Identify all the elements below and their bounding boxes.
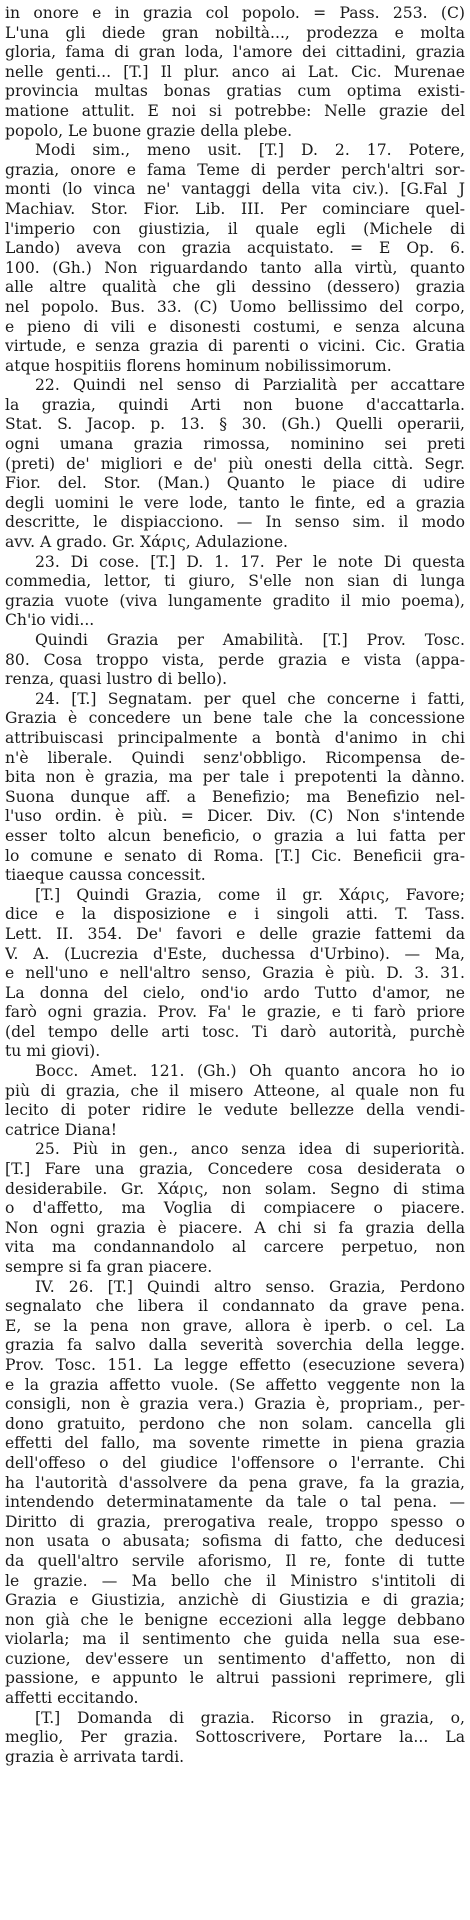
text-line: 24. [T.] Segnatam. per quel che concerne i fatti,: [35, 689, 465, 708]
text-line: Lando) aveva con grazia acquistato. = E Op. 6.: [5, 239, 465, 258]
text-line: non usata o abusata; sofisma di fatto, che deducesi: [5, 1532, 465, 1551]
text-line: ha l'autorità d'assolvere da pena grave, fa la grazia,: [5, 1473, 465, 1492]
text-line: renza, quasi lustro di bello).: [5, 670, 228, 689]
text-line: Non ogni grazia è piacere. A chi si fa grazia della: [5, 1218, 465, 1237]
text-line: Prov. Tosc. 151. La legge effetto (esecuzione severa): [5, 1355, 465, 1374]
text-line: in onore e in grazia col popolo. = Pass. 253. (C): [5, 4, 465, 22]
text-line: nelle genti... [T.] Il plur. anco ai Lat. Cic. Murenae: [5, 62, 465, 81]
text-line: La donna del cielo, ond'io ardo Tutto d'amor, ne: [5, 983, 465, 1002]
text-line: commedia, lettor, ti giuro, S'elle non sian di lunga: [5, 572, 465, 591]
text-line: avv. A grado. Gr. Χάρις, Adulazione.: [5, 533, 289, 552]
text-line: effetti del fallo, ma sovente rimette in piena grazia: [5, 1434, 465, 1453]
text-line: più di grazia, che il misero Atteone, al quale non fu: [5, 1081, 465, 1100]
text-line: n'è liberale. Quindi senz'obbligo. Ricompensa de-: [5, 748, 465, 767]
text-line: 22. Quindi nel senso di Parzialità per accattare: [35, 376, 465, 395]
text-line: sempre si fa gran piacere.: [5, 1258, 213, 1276]
text-line: tu mi giovi).: [5, 1042, 101, 1061]
text-line: consigli, non è grazia vera.) Grazia è, propriam., per-: [5, 1395, 465, 1414]
text-line: lecito di poter ridire le vedute bellezze della vendi-: [5, 1101, 465, 1120]
text-line: tiaeque caussa concessit.: [5, 866, 206, 885]
text-line: Machiav. Stor. Fior. Lib. III. Per cominciare quel-: [5, 199, 465, 218]
text-line: Quindi Grazia per Amabilità. [T.] Prov. Tosc.: [35, 631, 465, 649]
text-line: intendendo determinatamente da tale o tal pena. —: [5, 1493, 465, 1512]
text-line: Stat. S. Jacop. p. 13. § 30. (Gh.) Quelli operarii,: [5, 415, 465, 434]
text-line: grazia fa salvo dalla severità soverchia della legge.: [5, 1336, 465, 1355]
text-line: Bocc. Amet. 121. (Gh.) Oh quanto ancora ho io: [35, 1062, 465, 1081]
text-line: grazia vuote (viva lungamente gradito il mio poema),: [5, 591, 465, 610]
text-line: esser tolto alcun beneficio, o grazia a lui fatta per: [5, 826, 465, 845]
text-line: affetti eccitando.: [5, 1689, 139, 1708]
text-line: grazia è arrivata tardi.: [5, 1747, 185, 1766]
text-line: ogni umana grazia rimossa, nominino sei preti: [5, 435, 465, 454]
text-line: e pieno di vili e disonesti costumi, e senza alcuna: [5, 317, 465, 336]
text-line: passione, e appunto le altrui passioni reprimere, gli: [5, 1669, 465, 1688]
text-line: descritte, le dispiacciono. — In senso sim. il modo: [5, 513, 465, 532]
text-line: desiderabile. Gr. Χάρις, non solam. Segno di stima: [5, 1179, 465, 1198]
text-line: dono gratuito, perdono che non solam. cancella gli: [5, 1414, 465, 1433]
text-line: dice e la disposizione e i singoli atti. T. Tass.: [5, 905, 465, 924]
text-line: Ch'io vidi...: [5, 611, 95, 630]
text-line: segnalato che libera il condannato da grave pena.: [5, 1297, 465, 1316]
text-line: [T.] Fare una grazia, Concedere cosa desiderata o: [5, 1160, 465, 1179]
text-line: farò ogni grazia. Prov. Fa' le grazie, e ti farò priore: [5, 1003, 465, 1022]
text-line: 23. Di cose. [T.] D. 1. 17. Per le note Di questa: [35, 552, 465, 571]
text-line: gloria, fama di gran loda, l'amore dei cittadini, grazia: [5, 43, 465, 62]
text-line: provincia multas bonas gratias cum optima existi-: [5, 82, 465, 101]
text-line: meglio, Per grazia. Sottoscrivere, Portare la... La: [5, 1728, 465, 1747]
text-line: V. A. (Lucrezia d'Este, duchessa d'Urbino). — Ma,: [5, 944, 465, 963]
text-line: matione attulit. E noi si potrebbe: Nelle grazie del: [5, 101, 465, 120]
text-line: dell'offeso o del giudice l'offensore o l'errante. Chi: [5, 1453, 465, 1472]
text-line: Suona dunque aff. a Benefizio; ma Benefizio nel-: [5, 787, 465, 806]
text-line: degli uomini le vere lode, tanto le finte, ed a grazia: [5, 493, 465, 512]
text-line: (preti) de' migliori e de' più onesti della città. Segr.: [5, 454, 465, 473]
text-line: [T.] Domanda di grazia. Ricorso in grazia, o,: [35, 1708, 465, 1727]
text-line: non già che le benigne eccezioni alla legge debbano: [5, 1610, 465, 1629]
text-line: Fior. del. Stor. (Man.) Quanto le piace di udire: [5, 474, 465, 493]
text-line: L'una gli diede gran nobiltà..., prodezza e molta: [5, 23, 465, 42]
text-line: popolo, Le buone grazie della plebe.: [5, 121, 293, 140]
text-line: virtude, e senza grazia di parenti o vicini. Cic. Gratia: [5, 337, 465, 356]
text-line: IV. 26. [T.] Quindi altro senso. Grazia, Perdono: [35, 1277, 465, 1296]
text-line: lo comune e senato di Roma. [T.] Cic. Beneficii gra-: [5, 846, 465, 865]
text-line: alle altre qualità che gli dessino (dessero) grazia: [5, 278, 465, 297]
text-line: vita ma condannandolo al carcere perpetuo, non: [5, 1238, 465, 1257]
text-line: [T.] Quindi Grazia, come il gr. Χάρις, Favore;: [35, 885, 465, 904]
text-line: monti (lo vinca ne' vantaggi della vita civ.). [G.Fal J: [5, 180, 465, 199]
text-line: cuzione, dev'essere un sentimento d'affetto, non di: [5, 1649, 465, 1668]
text-line: attribuiscasi principalmente a bontà d'animo in chi: [5, 728, 465, 747]
text-line: la grazia, quindi Arti non buone d'accattarla.: [5, 395, 465, 414]
text-line: e nell'uno e nell'altro senso, Grazia è più. D. 3. 31.: [5, 964, 465, 983]
text-line: le grazie. — Ma bello che il Ministro s'intitoli di: [5, 1571, 465, 1590]
text-line: violarla; ma il sentimento che guida nella sua ese-: [5, 1630, 465, 1649]
text-line: bita non è grazia, ma per tale i prepotenti la dànno.: [5, 768, 465, 787]
text-line: 25. Più in gen., anco senza idea di superiorità.: [35, 1140, 465, 1159]
text-line: e la grazia affetto vuole. (Se affetto veggente non la: [5, 1375, 465, 1394]
text-line: 100. (Gh.) Non riguardando tanto alla virtù, quanto: [5, 258, 465, 277]
text-line: Diritto di grazia, prerogativa reale, troppo spesso o: [5, 1512, 465, 1531]
text-line: 80. Cosa troppo vista, perde grazia e vista (appa-: [5, 650, 465, 669]
text-line: da quell'altro servile aforismo, Il re, fonte di tutte: [5, 1551, 465, 1570]
text-line: catrice Diana!: [5, 1120, 118, 1139]
text-line: atque hospitiis florens hominum nobilissimorum.: [5, 356, 392, 375]
text-line: l'imperio con giustizia, il quale egli (Michele di: [5, 219, 465, 238]
text-line: nel popolo. Bus. 33. (C) Uomo bellissimo del corpo,: [5, 297, 465, 316]
text-line: Grazia è concedere un bene tale che la concessione: [5, 709, 465, 728]
text-line: Grazia e Giustizia, anzichè di Giustizia e di grazia;: [5, 1591, 465, 1610]
text-line: o d'affetto, ma Voglia di compiacere o piacere.: [5, 1199, 465, 1218]
text-line: grazia, onore e fama Teme di perder perch'altri sor-: [5, 160, 465, 179]
text-line: l'uso ordin. è più. = Dicer. Div. (C) Non s'intende: [5, 807, 465, 826]
text-line: Modi sim., meno usit. [T.] D. 2. 17. Potere,: [35, 141, 465, 160]
text-line: (del tempo delle arti tosc. Ti darò autorità, purchè: [5, 1022, 465, 1041]
text-line: E, se la pena non grave, allora è iperb. o cel. La: [5, 1316, 465, 1335]
text-line: Lett. II. 354. De' favori e delle grazie fattemi da: [5, 924, 465, 943]
